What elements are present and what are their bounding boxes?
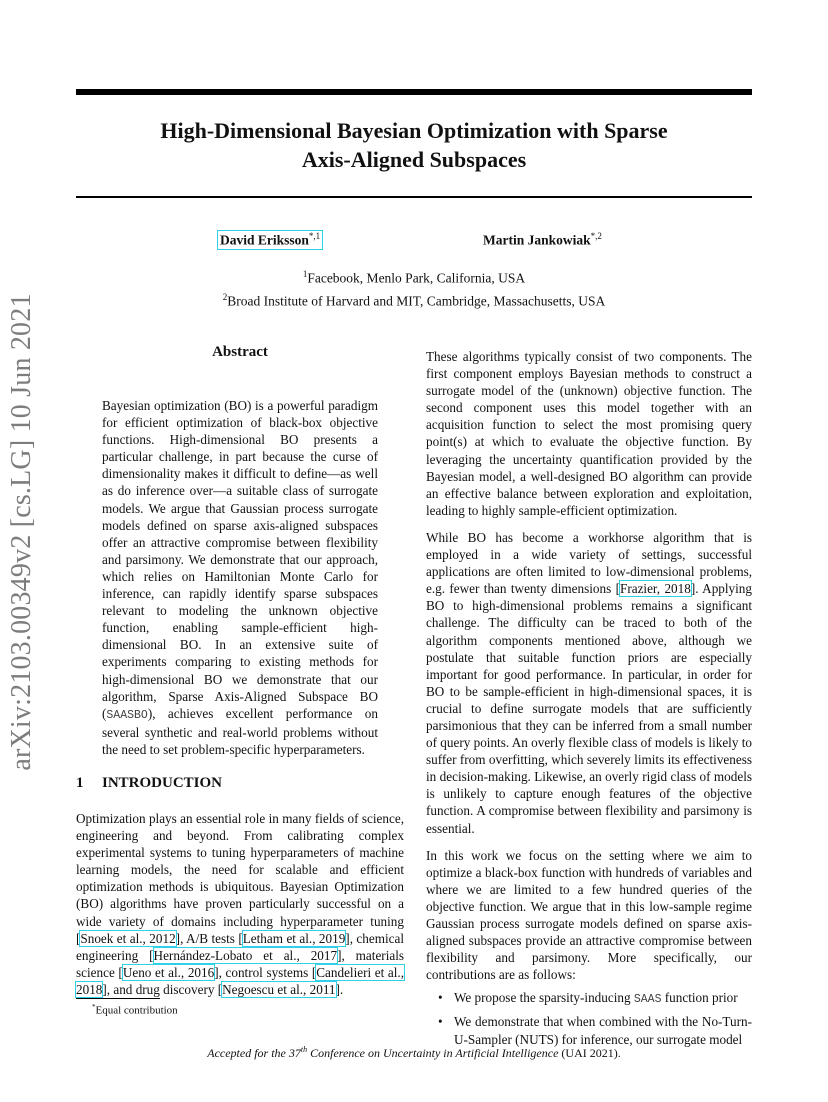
author-name: David Eriksson	[220, 232, 309, 248]
arxiv-stamp	[2, 293, 42, 771]
citation-link[interactable]: Negoescu et al., 2011	[222, 981, 336, 997]
affiliations	[76, 265, 752, 310]
citation-link[interactable]: Ueno et al., 2016	[122, 964, 215, 980]
footnote-rule	[76, 998, 160, 999]
footer-text: Accepted for the 37	[207, 1046, 301, 1060]
list-item-code: SAAS	[633, 993, 662, 1007]
section-heading-introduction	[76, 775, 222, 792]
title-bottom-rule	[76, 196, 752, 198]
list-item	[426, 989, 752, 1008]
citation-link[interactable]: Snoek et al., 2012	[80, 930, 176, 946]
author-david-eriksson[interactable]	[218, 231, 322, 249]
intro-text: ].	[335, 981, 344, 997]
footnote	[92, 1003, 178, 1017]
affiliation-text: Facebook, Menlo Park, California, USA	[307, 270, 526, 286]
affiliation-2	[76, 288, 752, 311]
section-number: 1	[76, 775, 84, 791]
affiliation-mark: 2	[222, 291, 228, 302]
affiliation-mark: 1	[302, 269, 308, 279]
citation-link[interactable]: Candelieri et al., 2018	[76, 964, 405, 997]
citation-link[interactable]: Hernández-Lobato et al., 2017	[153, 947, 338, 963]
abstract-body	[102, 397, 378, 758]
bullet-icon: •	[438, 1014, 443, 1030]
citation-link[interactable]: Letham et al., 2019	[242, 930, 346, 946]
arxiv-stamp-text: arXiv:2103.00349v2 [cs.LG] 10 Jun 2021	[6, 293, 37, 771]
contribution-list	[426, 989, 752, 1047]
abstract-code: SAASBO	[106, 708, 148, 722]
paper-title	[76, 116, 752, 174]
list-item-text: We propose the sparsity-inducing	[454, 990, 634, 1006]
paragraph-this-work: In this work we focus on the setting where we aim to optimize a black-box function with hundreds of variables and where we are limited to a few hundred queries of the objective function. We argue that in this low-sample regime Gaussian process surrogate models defined on sparse axis-aligned subspaces provide an attractive compromise between flexibility and parsimony. More specifically, our contributions are as follows:	[426, 847, 752, 983]
intro-text: Optimization plays an essential role in many fields of science, engineering and beyond. From calibrating complex experimental systems to tuning hyperparameters of machine learning models, the need for scalable and efficient optimization methods is ubiquitous. Bayesian Optimization (BO) algorithms have proven particularly successful on a wide variety of domains including hyperparameter tuning [	[76, 811, 404, 946]
intro-text: ], A/B tests [	[175, 930, 243, 946]
author-name: Martin Jankowiak	[483, 232, 591, 248]
title-line-1: High-Dimensional Bayesian Optimization with Sparse	[160, 118, 668, 143]
affiliation-text: Broad Institute of Harvard and MIT, Cambridge, Massachusetts, USA	[227, 293, 606, 308]
introduction-paragraph	[76, 810, 404, 998]
paragraph-text: While BO has become a workhorse algorithm that is employed in a wide variety of settings, successful applications are often limited to low-dimensional problems, e.g. fewer than twenty dimensions [	[426, 529, 752, 597]
affiliation-1	[76, 265, 752, 288]
intro-text: ], chemical engineering [	[76, 930, 405, 963]
right-column	[426, 348, 752, 1053]
author-marks: *,1	[308, 231, 321, 241]
intro-text: ], materials science [	[76, 947, 405, 980]
footer-text: Conference on Uncertainty in Artificial Intelligence	[307, 1046, 559, 1060]
venue-footer	[0, 1045, 828, 1061]
abstract-text: Bayesian optimization (BO) is a powerful paradigm for efficient optimization of black-box objective functions. High-dimensional BO presents a particular challenge, in part because the curse of dimensionality makes it difficult to define—as well as do inference over—a suitable class of surrogate models. We argue that Gaussian process surrogate models defined on sparse axis-aligned subspaces offer an attractive compromise between flexibility and parsimony. We demonstrate that our approach, which relies on Hamiltonian Monte Carlo for inference, can rapidly identify sparse subspaces relevant to modeling the unknown objective function, enabling sample-efficient high-dimensional BO. In an extensive suite of experiments comparing to existing methods for high-dimensional BO we demonstrate that our algorithm, Sparse Axis-Aligned Subspace BO (	[102, 398, 378, 721]
abstract-text: ), achieves excellent performance on several synthetic and real-world problems without the need to set problem-specific hyperparameters.	[102, 705, 378, 757]
paragraph-text: ]. Applying BO to high-dimensional problems remains a significant challenge. The difficulty can be traced to both of the algorithm components mentioned above, although we postulate that suitable function priors are especially important for good performance. In particular, in order for BO to be sample-efficient in high-dimensional spaces, it is crucial to define surrogate models that are sufficiently parsimonious that they can be inferred from a small number of query points. An overly flexible class of models is likely to suffer from overfitting, which severely limits its effectiveness in decision-making. Likewise, an overly rigid class of models is unlikely to capture enough features of the objective function. A compromise between flexibility and parsimony is essential.	[426, 581, 752, 836]
footer-sup: th	[300, 1045, 308, 1054]
author-martin-jankowiak	[483, 231, 602, 249]
bullet-icon: •	[438, 990, 443, 1006]
paragraph-components: These algorithms typically consist of two components. The first component employs Bayesian methods to construct a surrogate model of the (unknown) objective function. The second component uses this model together with an acquisition function to select the most promising query point(s) at which to evaluate the objective function. By leveraging the uncertainty quantification provided by the Bayesian model, a well-designed BO algorithm can provide an effective balance between exploration and exploitation, leading to highly sample-efficient optimization.	[426, 349, 752, 518]
author-marks: *,2	[590, 231, 602, 241]
title-top-rule	[76, 89, 752, 95]
list-item	[426, 1013, 752, 1047]
list-item-text: We demonstrate that when combined with the No-Turn-U-Sampler (NUTS) for inference, our surrogate model	[454, 1014, 752, 1047]
intro-text: ], control systems [	[214, 964, 317, 980]
footnote-mark: *	[92, 1003, 96, 1011]
footnote-text: Equal contribution	[95, 1004, 178, 1017]
intro-text: ], and drug discovery [	[102, 981, 223, 997]
abstract-heading: Abstract	[212, 344, 268, 360]
paragraph-high-dimensional	[426, 529, 752, 837]
title-line-2: Axis-Aligned Subspaces	[301, 147, 527, 172]
section-title: INTRODUCTION	[102, 775, 223, 791]
citation-link[interactable]: Frazier, 2018	[619, 581, 691, 597]
list-item-text: function prior	[661, 990, 738, 1006]
footer-text: (UAI 2021).	[558, 1046, 621, 1060]
